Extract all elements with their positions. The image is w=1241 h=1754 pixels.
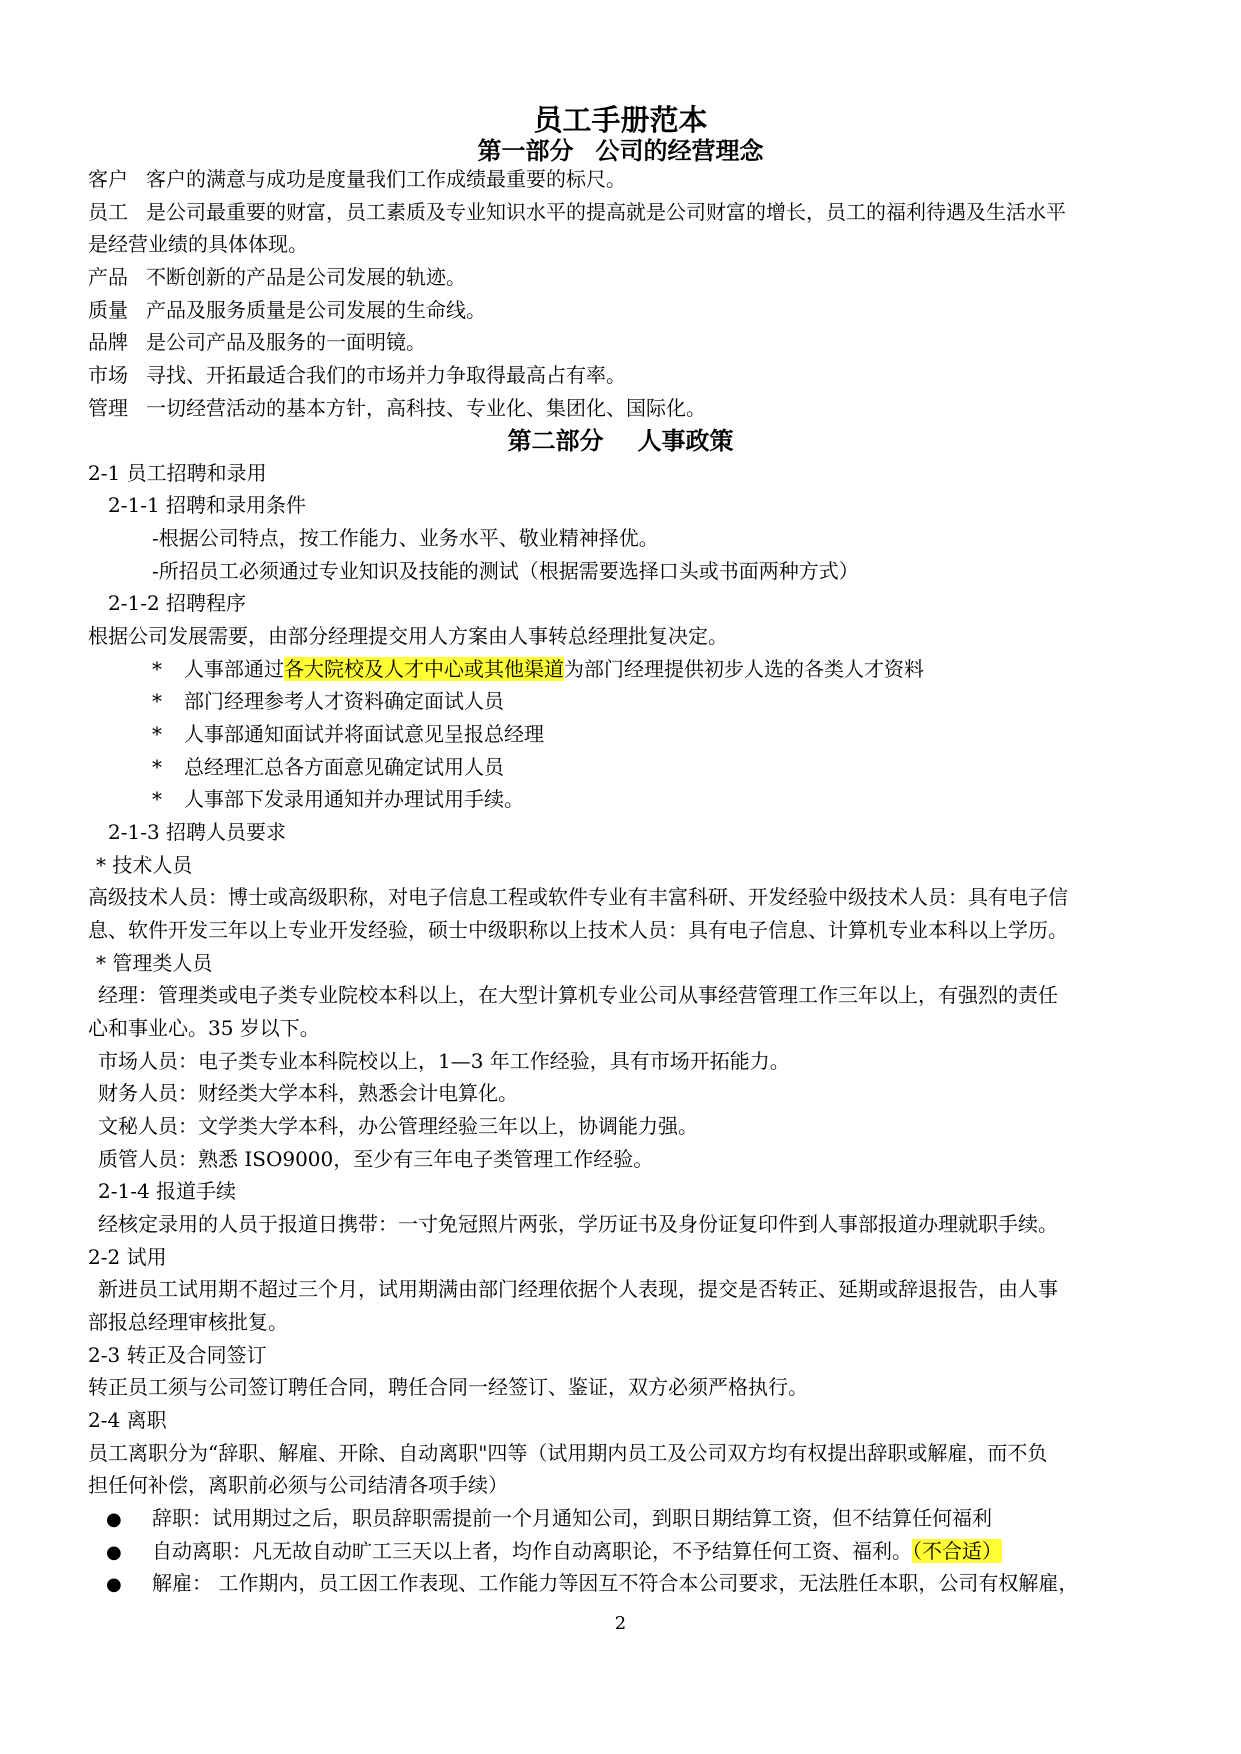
condition-item: -所招员工必须通过专业知识及技能的测试（根据需要选择口头或书面两种方式） [152, 559, 859, 583]
philosophy-text: 客户的满意与成功是度量我们工作成绩最重要的标尺。 [146, 167, 626, 191]
section-heading-2-4: 2-4 离职 [88, 1408, 167, 1432]
section-heading-2-1: 2-1 员工招聘和录用 [88, 461, 267, 485]
leave-bullet-item [106, 1502, 992, 1534]
section-heading-2-1-4: 2-1-4 报道手续 [98, 1179, 237, 1203]
procedure-text: 人事部下发录用通知并办理试用手续。 [184, 787, 524, 811]
procedure-item [152, 718, 544, 750]
procedure-item [152, 685, 504, 717]
part1-heading-number: 第一部分 [477, 136, 574, 165]
bullet-text: 辞职：试用期过之后，职员辞职需提前一个月通知公司，到职日期结算工资，但不结算任何福利 [152, 1506, 992, 1530]
procedure-item [152, 783, 524, 815]
philosophy-text: 一切经营活动的基本方针，高科技、专业化、集团化、国际化。 [146, 396, 706, 420]
procedure-item [152, 653, 924, 685]
philosophy-continuation: 是经营业绩的具体体现。 [88, 232, 308, 256]
tech-staff-label: * 技术人员 [96, 853, 193, 877]
quality-requirements: 质管人员：熟悉 ISO9000，至少有三年电子类管理工作经验。 [98, 1147, 654, 1171]
philosophy-text: 是公司产品及服务的一面明镜。 [146, 330, 426, 354]
star-marker: * [152, 689, 162, 713]
trial-text: 新进员工试用期不超过三个月，试用期满由部门经理依据个人表现，提交是否转正、延期或辞退报告，由人事 [98, 1277, 1058, 1301]
procedure-intro: 根据公司发展需要，由部分经理提交用人方案由人事转总经理批复决定。 [88, 624, 728, 648]
philosophy-item [88, 163, 626, 195]
philosophy-item [88, 261, 466, 293]
tech-requirements: 息、软件开发三年以上专业开发经验，硕士中级职称以上技术人员：具有电子信息、计算机专业本科以上学历。 [88, 918, 1068, 942]
highlighted-text: 各大院校及人才中心或其他渠道 [284, 657, 564, 681]
philosophy-term: 品牌 [88, 330, 128, 354]
part2-heading-number: 第二部分 [507, 426, 604, 455]
section-heading-2-1-1: 2-1-1 招聘和录用条件 [108, 493, 307, 517]
highlighted-text: （不合适） [912, 1539, 1002, 1563]
page-number: 2 [614, 1613, 627, 1634]
condition-item: -根据公司特点，按工作能力、业务水平、敬业精神择优。 [152, 526, 659, 550]
star-marker: * [152, 722, 162, 746]
leave-text: 担任何补偿，离职前必须与公司结清各项手续） [88, 1473, 508, 1497]
philosophy-item [88, 196, 1066, 228]
philosophy-item [88, 326, 426, 358]
philosophy-item [88, 359, 626, 391]
part2-heading-title: 人事政策 [637, 426, 734, 455]
section-heading-2-2: 2-2 试用 [88, 1245, 167, 1269]
philosophy-text: 是公司最重要的财富，员工素质及专业知识水平的提高就是公司财富的增长，员工的福利待遇及生活水平 [146, 200, 1066, 224]
report-procedure: 经核定录用的人员于报道日携带：一寸免冠照片两张，学历证书及身份证复印件到人事部报道办理就职手续。 [98, 1212, 1058, 1236]
philosophy-term: 市场 [88, 363, 128, 387]
philosophy-term: 产品 [88, 265, 128, 289]
management-staff-label: * 管理类人员 [96, 951, 213, 975]
finance-requirements: 财务人员：财经类大学本科，熟悉会计电算化。 [98, 1081, 518, 1105]
philosophy-text: 产品及服务质量是公司发展的生命线。 [146, 298, 486, 322]
part1-heading-title: 公司的经营理念 [595, 136, 764, 165]
philosophy-text: 不断创新的产品是公司发展的轨迹。 [146, 265, 466, 289]
tech-requirements: 高级技术人员：博士或高级职称，对电子信息工程或软件专业有丰富科研、开发经验中级技术人员：具有电子信 [88, 885, 1068, 909]
section-heading-2-1-3: 2-1-3 招聘人员要求 [108, 820, 287, 844]
procedure-text: 部门经理参考人才资料确定面试人员 [184, 689, 504, 713]
section-heading-2-1-2: 2-1-2 招聘程序 [108, 591, 247, 615]
contract-text: 转正员工须与公司签订聘任合同，聘任合同一经签订、鉴证，双方必须严格执行。 [88, 1375, 808, 1399]
market-requirements: 市场人员：电子类专业本科院校以上，1—3 年工作经验，具有市场开拓能力。 [98, 1049, 790, 1073]
section-heading-2-3: 2-3 转正及合同签订 [88, 1343, 267, 1367]
manager-requirements: 经理：管理类或电子类专业院校本科以上，在大型计算机专业公司从事经营管理工作三年以上，有强烈的责任 [98, 983, 1058, 1007]
procedure-item [152, 751, 504, 783]
philosophy-term: 员工 [88, 200, 128, 224]
document-title: 员工手册范本 [533, 103, 708, 137]
philosophy-item [88, 392, 706, 424]
leave-text: 员工离职分为“辞职、解雇、开除、自动离职"四等（试用期内员工及公司双方均有权提出辞职或解雇，而不负 [88, 1441, 1048, 1465]
procedure-text: 人事部通过 [184, 657, 284, 681]
procedure-text: 为部门经理提供初步人选的各类人才资料 [564, 657, 924, 681]
star-marker: * [152, 755, 162, 779]
part2-heading [0, 424, 1241, 458]
philosophy-term: 管理 [88, 396, 128, 420]
philosophy-item [88, 294, 486, 326]
procedure-text: 人事部通知面试并将面试意见呈报总经理 [184, 722, 544, 746]
bullet-icon: ● [106, 1509, 122, 1530]
bullet-text: 自动离职：凡无故自动旷工三天以上者，均作自动离职论，不予结算任何工资、福利。 [152, 1539, 912, 1563]
bullet-text: 解雇： 工作期内，员工因工作表现、工作能力等因互不符合本公司要求，无法胜任本职，公司有权解雇， [152, 1571, 1079, 1595]
manager-requirements: 心和事业心。35 岁以下。 [88, 1016, 320, 1040]
bullet-icon: ● [106, 1574, 122, 1595]
philosophy-text: 寻找、开拓最适合我们的市场并力争取得最高占有率。 [146, 363, 626, 387]
bullet-icon: ● [106, 1542, 122, 1563]
star-marker: * [152, 787, 162, 811]
procedure-text: 总经理汇总各方面意见确定试用人员 [184, 755, 504, 779]
philosophy-term: 质量 [88, 298, 128, 322]
philosophy-term: 客户 [88, 167, 128, 191]
secretary-requirements: 文秘人员：文学类大学本科，办公管理经验三年以上，协调能力强。 [98, 1114, 698, 1138]
trial-text: 部报总经理审核批复。 [88, 1310, 288, 1334]
star-marker: * [152, 657, 162, 681]
leave-bullet-item [106, 1535, 1002, 1567]
leave-bullet-item [106, 1567, 1078, 1599]
